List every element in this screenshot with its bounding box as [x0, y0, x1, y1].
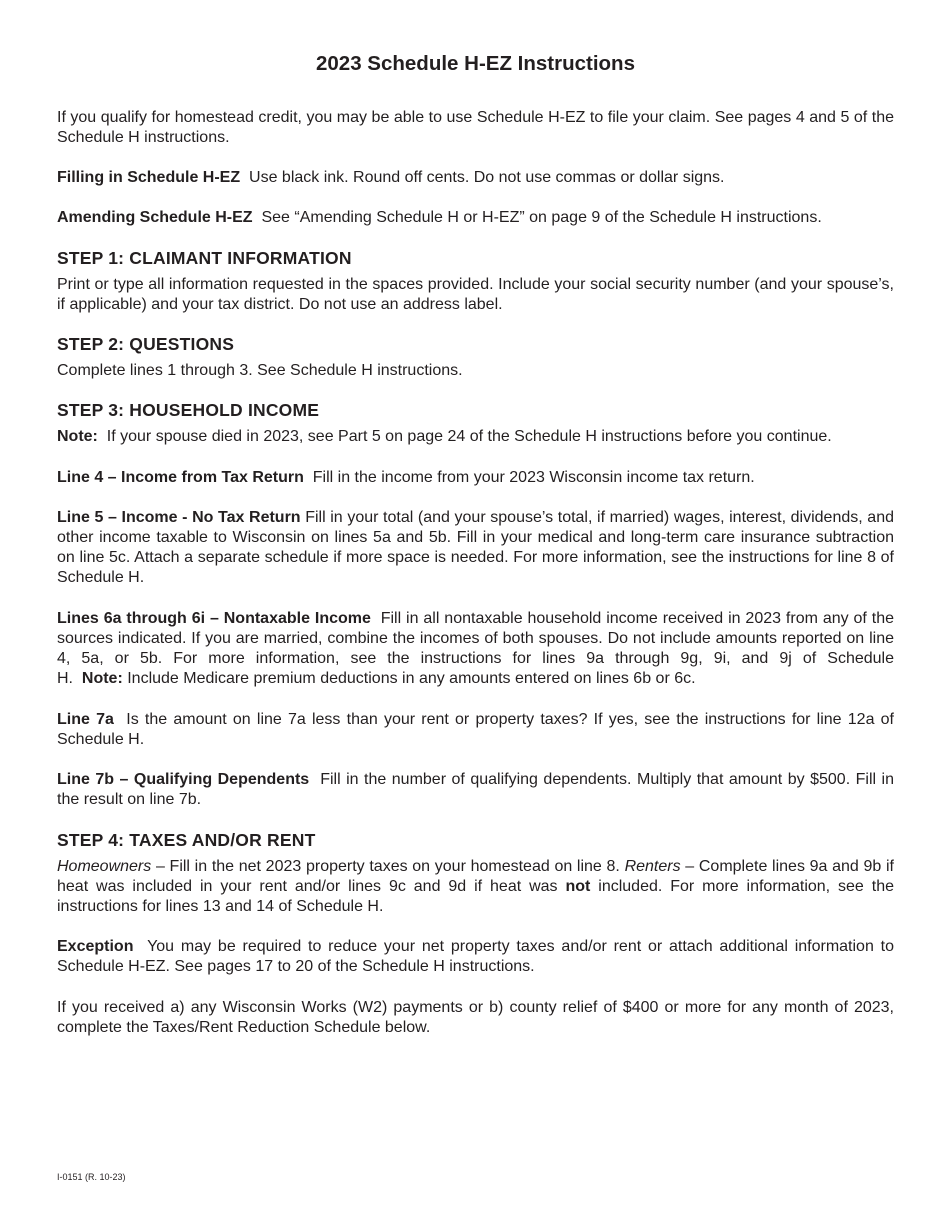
- filling-paragraph: [57, 168, 894, 188]
- step3-note-paragraph: [57, 427, 894, 447]
- filling-label: Filling in Schedule H-EZ: [57, 169, 241, 186]
- step3-note-label: Note:: [57, 428, 98, 445]
- line7b-paragraph: [57, 770, 894, 810]
- step2-heading: STEP 2: QUESTIONS: [57, 334, 235, 354]
- amending-text: See “Amending Schedule H or H-EZ” on page 9 of the Schedule H instructions.: [261, 209, 822, 226]
- line7a-label: Line 7a: [57, 711, 114, 728]
- line5-paragraph: [57, 508, 894, 588]
- renters-text-a: – Complete lines 9a and 9b if heat was included in your rent and/or lines 9c and 9d if heat was: [57, 858, 894, 895]
- step3-heading: STEP 3: HOUSEHOLD INCOME: [57, 400, 320, 420]
- line7a-paragraph: [57, 710, 894, 750]
- renters-not: not: [565, 878, 591, 895]
- line5-label: Line 5 – Income - No Tax Return: [57, 509, 301, 526]
- step1-heading: STEP 1: CLAIMANT INFORMATION: [57, 248, 352, 268]
- step4-paragraph: [57, 857, 894, 917]
- line6-text: Fill in all nontaxable household income received in 2023 from any of the sources indicated. If you are married, combine the incomes of both spouses. Do not include amounts reported on line 4, 5a, or 5b. For more information, see the instructions for lines 9a through 9g, 9i, and 9j of Schedule H.: [57, 610, 894, 687]
- step3-note-text: If your spouse died in 2023, see Part 5 on page 24 of the Schedule H instructions before you continue.: [106, 428, 832, 445]
- line4-paragraph: [57, 468, 894, 488]
- exception-label: Exception: [57, 938, 134, 955]
- filling-text: Use black ink. Round off cents. Do not use commas or dollar signs.: [249, 169, 725, 186]
- received-paragraph: If you received a) any Wisconsin Works (W2) payments or b) county relief of $400 or more for any month of 2023, complete the Taxes/Rent Reduction Schedule below.: [57, 999, 894, 1036]
- line6-paragraph: [57, 609, 894, 689]
- step4-heading: STEP 4: TAXES AND/OR RENT: [57, 830, 316, 850]
- line6-label: Lines 6a through 6i – Nontaxable Income: [57, 610, 371, 627]
- exception-text: You may be required to reduce your net property taxes and/or rent or attach additional information to Schedule H-EZ. See pages 17 to 20 of the Schedule H instructions.: [57, 938, 894, 975]
- step2-paragraph: Complete lines 1 through 3. See Schedule H instructions.: [57, 362, 463, 379]
- renters-text-b: included. For more information, see the instructions for lines 13 and 14 of Schedule H.: [57, 878, 894, 915]
- exception-paragraph: [57, 937, 894, 977]
- form-number-footer: I-0151 (R. 10-23): [57, 1172, 126, 1182]
- line6-note-text: Include Medicare premium deductions in any amounts entered on lines 6b or 6c.: [127, 670, 696, 687]
- amending-paragraph: [57, 208, 894, 228]
- line4-label: Line 4 – Income from Tax Return: [57, 469, 304, 486]
- page-title: 2023 Schedule H-EZ Instructions: [316, 52, 635, 75]
- line4-text: Fill in the income from your 2023 Wisconsin income tax return.: [312, 469, 755, 486]
- renters-label: Renters: [624, 858, 681, 875]
- line7b-text: Fill in the number of qualifying dependents. Multiply that amount by $500. Fill in the result on line 7b.: [57, 771, 895, 808]
- homeowners-text: – Fill in the net 2023 property taxes on your homestead on line 8.: [151, 858, 625, 875]
- line5-text: Fill in your total (and your spouse’s total, if married) wages, interest, dividends, and other income taxable to Wisconsin on lines 5a and 5b. Fill in your medical and long-term care insurance subtraction on line 5c. Attach a separate schedule if more space is needed. For more information, see the instructions for line 8 of Schedule H.: [57, 509, 895, 586]
- homeowners-label: Homeowners: [57, 858, 152, 875]
- line6-note-label: Note:: [81, 670, 123, 687]
- step1-paragraph: Print or type all information requested in the spaces provided. Include your social security number (and your spouse’s, if applicable) and your tax district. Do not use an address label.: [57, 276, 894, 313]
- intro-paragraph: If you qualify for homestead credit, you may be able to use Schedule H-EZ to file your claim. See pages 4 and 5 of the Schedule H instructions.: [57, 109, 894, 146]
- amending-label: Amending Schedule H-EZ: [57, 209, 253, 226]
- line7b-label: Line 7b – Qualifying Dependents: [57, 771, 310, 788]
- line7a-text: Is the amount on line 7a less than your rent or property taxes? If yes, see the instructions for line 12a of Schedule H.: [57, 711, 895, 748]
